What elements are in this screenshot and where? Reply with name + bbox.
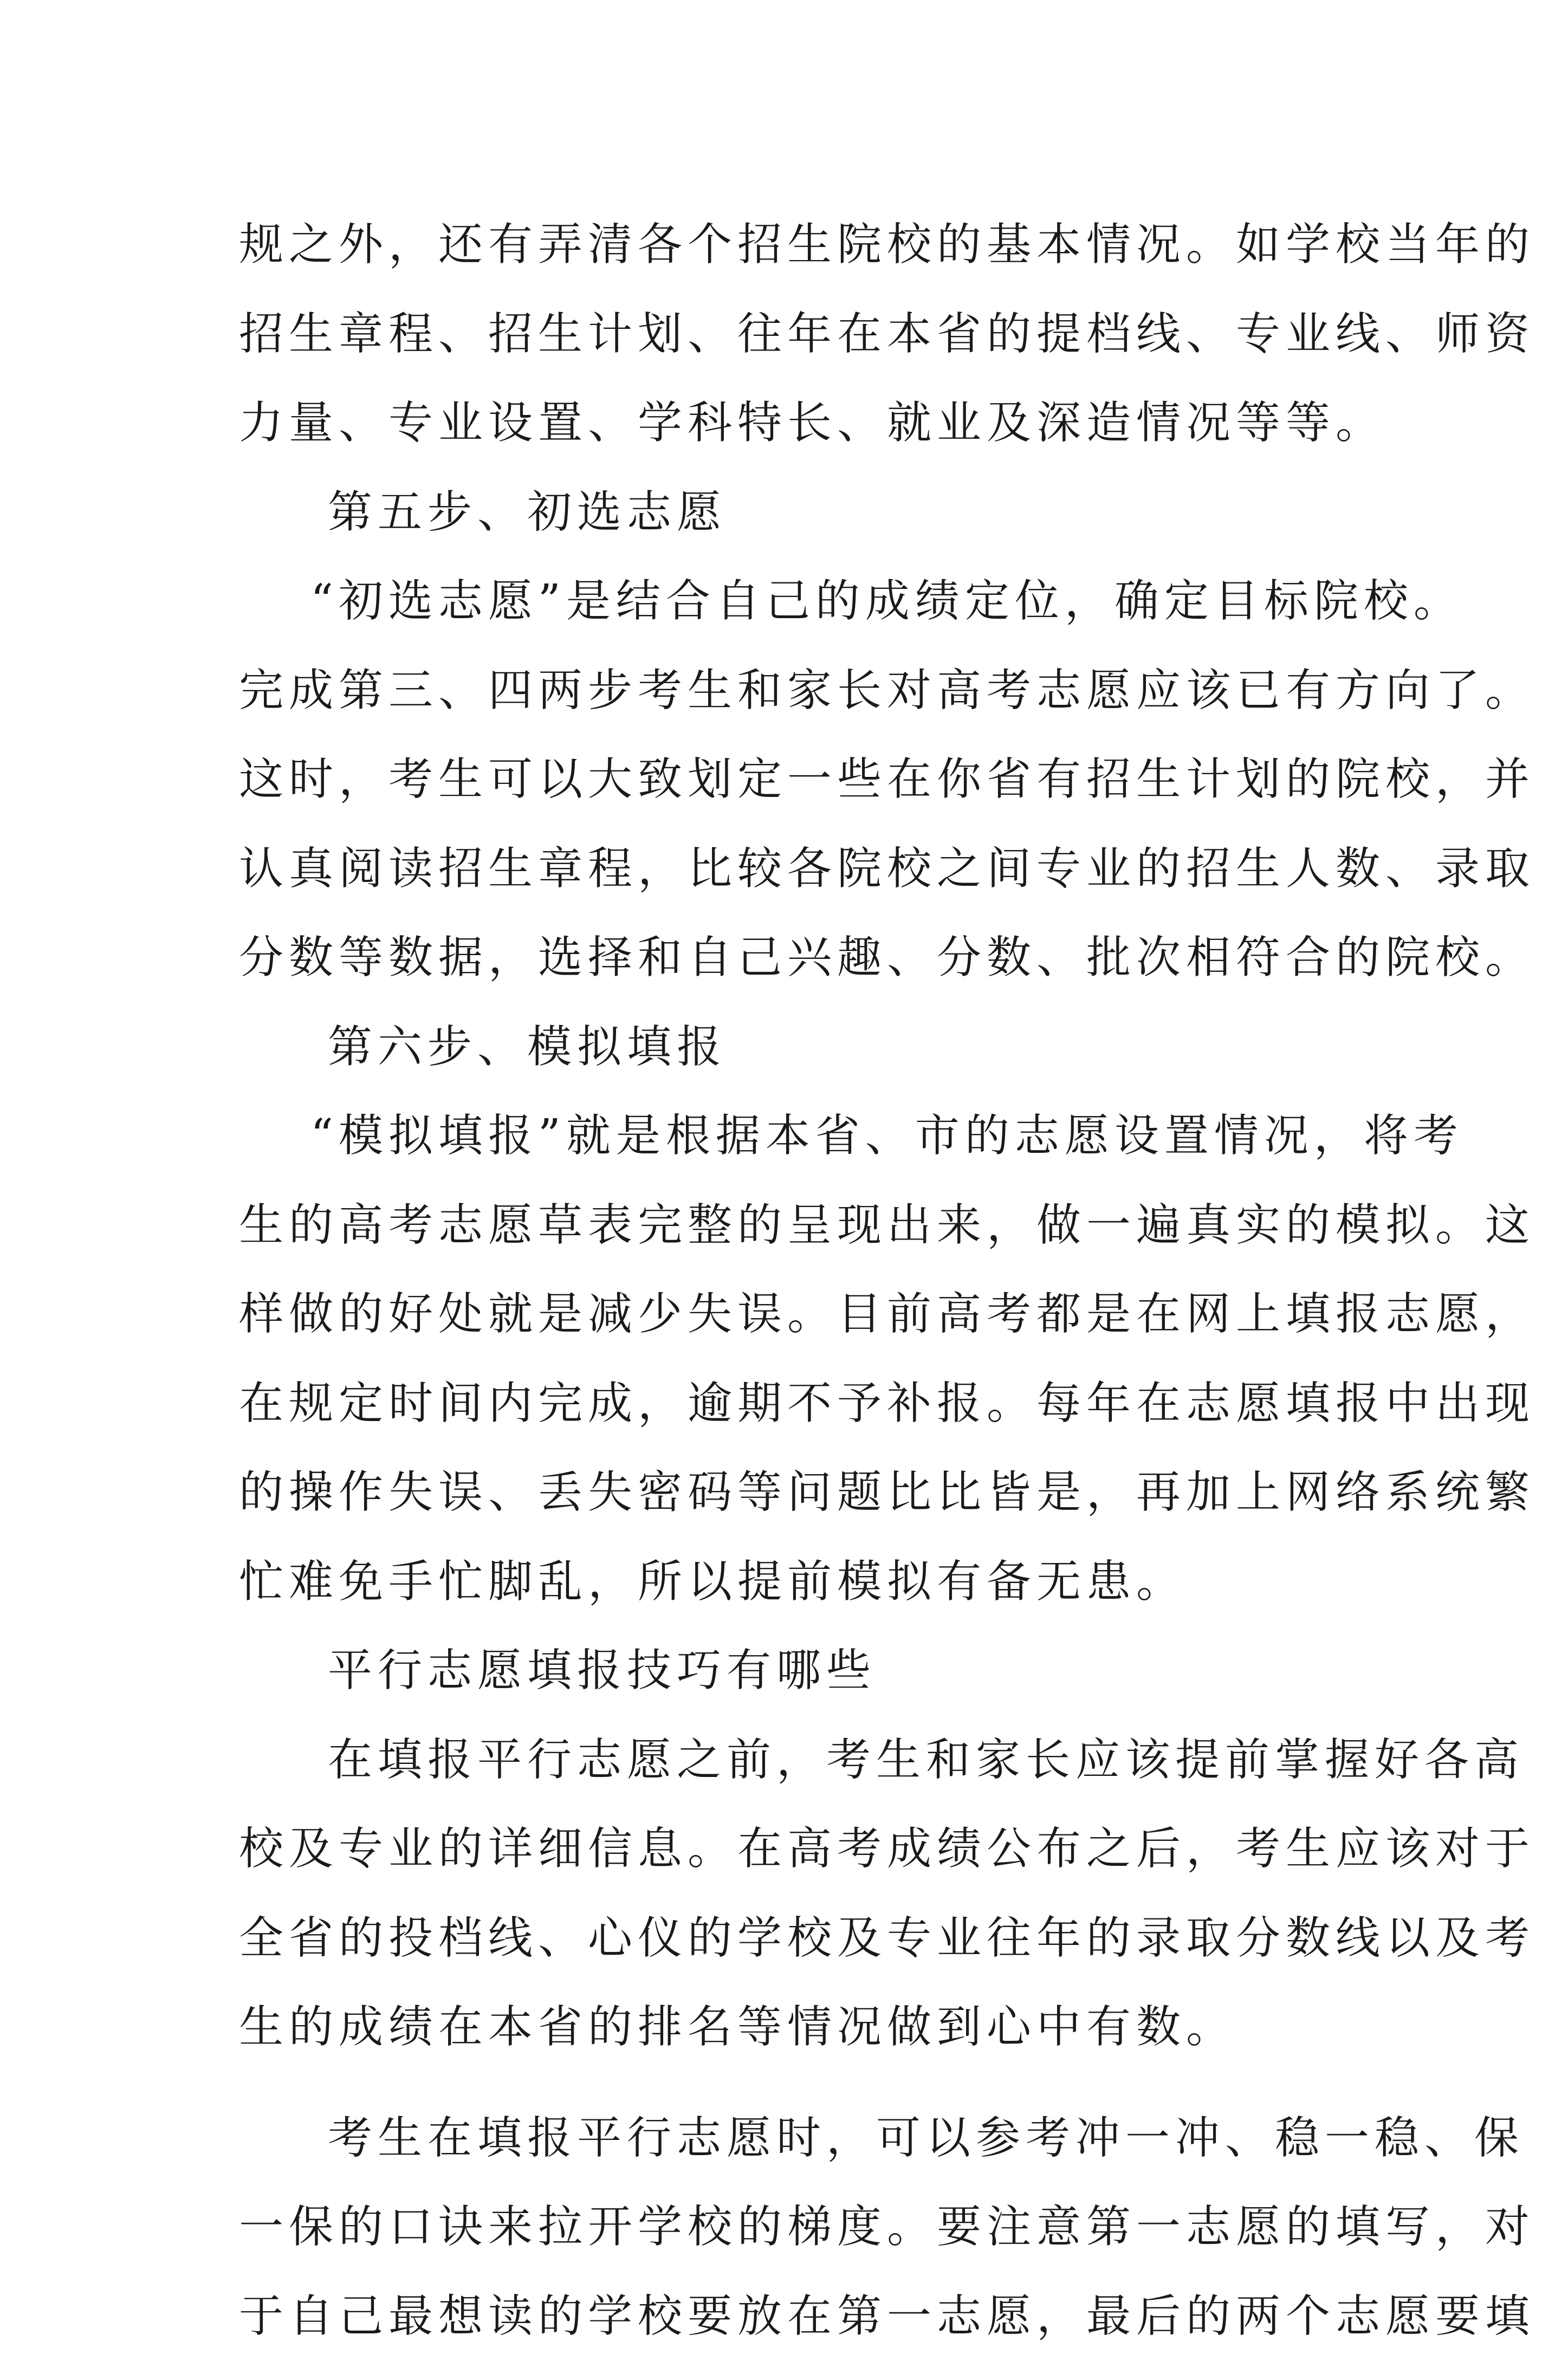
text-line: 忙难免手忙脚乱，所以提前模拟有备无患。 <box>239 1538 1344 1627</box>
text-line: 完成第三、四两步考生和家长对高考志愿应该已有方向了。 <box>239 646 1344 736</box>
text-line: 生的高考志愿草表完整的呈现出来，做一遍真实的模拟。这 <box>239 1181 1344 1270</box>
text-line: “初选志愿”是结合自己的成绩定位，确定目标院校。 <box>239 557 1344 646</box>
text-line: 认真阅读招生章程，比较各院校之间专业的招生人数、录取 <box>239 825 1344 914</box>
text-line: 这时，考生可以大致划定一些在你省有招生计划的院校，并 <box>239 735 1344 825</box>
text-line: 全省的投档线、心仪的学校及专业往年的录取分数线以及考 <box>239 1894 1344 1983</box>
text-line: 一保的口诀来拉开学校的梯度。要注意第一志愿的填写，对 <box>239 2183 1344 2272</box>
section-heading-step-6: 第六步、模拟填报 <box>239 1003 1344 1092</box>
body-text <box>239 200 1344 2361</box>
text-line: 生的成绩在本省的排名等情况做到心中有数。 <box>239 1983 1344 2072</box>
text-line: 考生在填报平行志愿时，可以参考冲一冲、稳一稳、保 <box>239 2094 1344 2183</box>
text-line: 在规定时间内完成，逾期不予补报。每年在志愿填报中出现 <box>239 1359 1344 1449</box>
text-line: 样做的好处就是减少失误。目前高考都是在网上填报志愿， <box>239 1270 1344 1359</box>
text-line: 在填报平行志愿之前，考生和家长应该提前掌握好各高 <box>239 1716 1344 1805</box>
text-line: 力量、专业设置、学科特长、就业及深造情况等等。 <box>239 379 1344 468</box>
text-line: 的操作失误、丢失密码等问题比比皆是，再加上网络系统繁 <box>239 1448 1344 1538</box>
text-line: 于自己最想读的学校要放在第一志愿，最后的两个志愿要填 <box>239 2272 1344 2361</box>
text-line: “模拟填报”就是根据本省、市的志愿设置情况，将考 <box>239 1092 1344 1181</box>
text-line: 分数等数据，选择和自己兴趣、分数、批次相符合的院校。 <box>239 913 1344 1003</box>
section-heading-tips: 平行志愿填报技巧有哪些 <box>239 1626 1344 1716</box>
text-line: 招生章程、招生计划、往年在本省的提档线、专业线、师资 <box>239 290 1344 379</box>
text-line: 规之外，还有弄清各个招生院校的基本情况。如学校当年的 <box>239 200 1344 290</box>
section-heading-step-5: 第五步、初选志愿 <box>239 468 1344 557</box>
text-line: 校及专业的详细信息。在高考成绩公布之后，考生应该对于 <box>239 1805 1344 1894</box>
